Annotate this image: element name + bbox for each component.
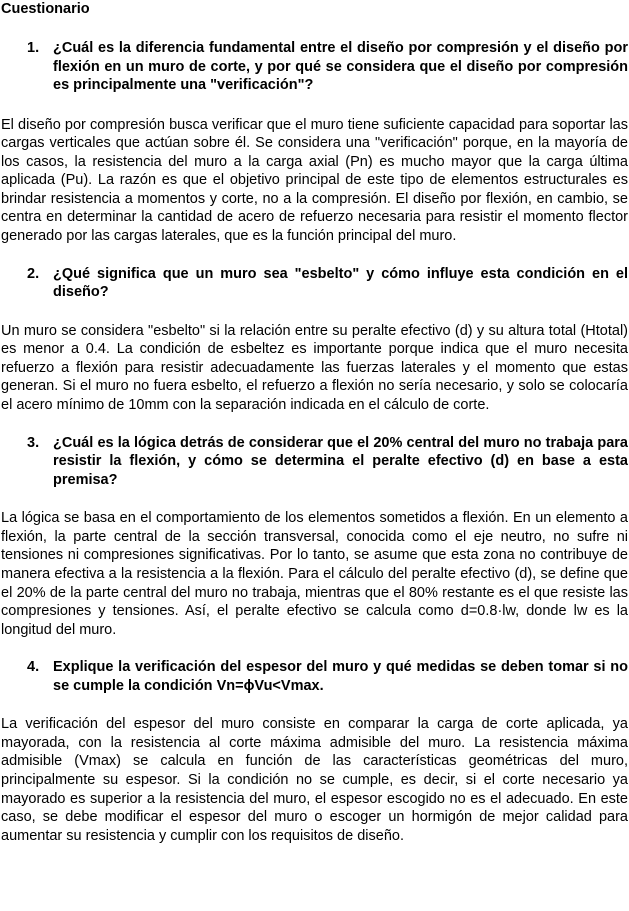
question-text: ¿Cuál es la lógica detrás de considerar que el 20% central del muro no trabaja para resistir la flexión, y cómo se determina el peralte efectivo (d) en base a esta premisa? xyxy=(53,434,628,488)
question-1 xyxy=(1,39,628,95)
question-4 xyxy=(1,658,628,695)
question-number: 2. xyxy=(27,265,40,282)
document-title: Cuestionario xyxy=(1,1,90,17)
question-number: 4. xyxy=(27,659,40,676)
question-text: ¿Cuál es la diferencia fundamental entre el diseño por compresión y el diseño por flexión en un muro de corte, y por qué se considera que el diseño por compresión es principalmente una "verificación"? xyxy=(53,40,628,93)
question-text: Explique la verificación del espesor del muro y qué medidas se deben tomar si no se cumple la condición Vn=ϕVu<Vmax. xyxy=(53,659,628,694)
question-2 xyxy=(1,265,628,302)
answer-1: El diseño por compresión busca verificar que el muro tiene suficiente capacidad para soportar las cargas verticales que actúan sobre él. Se considera una "verificación" porque, en la mayoría de los casos, la resistencia del muro a la carga axial (Pn) es mucho mayor que la carga última aplicada (Pu). La razón es que el objetivo principal de este tipo de elementos estructurales es brindar resistencia a momentos y corte, no a la compresión. El diseño por flexión, en cambio, se centra en determinar la cantidad de acero de refuerzo necesaria para resistir el momento flector generado por las cargas laterales, que es la función principal del muro. xyxy=(1,116,628,245)
question-3 xyxy=(1,434,628,490)
question-number: 3. xyxy=(27,434,40,451)
question-number: 1. xyxy=(27,40,40,56)
answer-2: Un muro se considera "esbelto" si la relación entre su peralte efectivo (d) y su altura total (Htotal) es menor a 0.4. La condición de esbeltez es importante porque indica que el muro necesita refuerzo a flexión para resistir adecuadamente las fuerzas laterales y el momento que estas generan. Si el muro no fuera esbelto, el refuerzo a flexión no sería necesario, y solo se colocaría el acero mínimo de 10mm con la separación indicada en el cálculo de corte. xyxy=(1,322,628,414)
answer-4: La verificación del espesor del muro consiste en comparar la carga de corte aplicada, ya mayorada, con la resistencia al corte máxima admisible del muro. La resistencia máxima admisible (Vmax) se calcula en función de las características geométricas del muro, principalmente su espesor. Si la condición no se cumple, es decir, si el corte necesario ya mayorado es superior a la resistencia del muro, el espesor escogido no es el adecuado. En este caso, se debe modificar el espesor del muro o escoger un hormigón de mejor calidad para aumentar su resistencia y cumplir con los requisitos de diseño. xyxy=(1,716,628,844)
answer-3: La lógica se basa en el comportamiento de los elementos sometidos a flexión. En un elemento a flexión, la parte central de la sección transversal, conocida como el eje neutro, no sufre ni tensiones ni compresiones significativas. Por lo tanto, se asume que esta zona no contribuye de manera efectiva a la resistencia a la flexión. Para el cálculo del peralte efectivo (d), se define que el 20% de la parte central del muro no trabaja, mientras que el 80% restante es el que resiste las compresiones y tensiones. Así, el peralte efectivo se calcula como d=0.8·lw, donde lw es la longitud del muro. xyxy=(1,510,628,638)
question-text: ¿Qué significa que un muro sea "esbelto" y cómo influye esta condición en el diseño? xyxy=(53,265,628,301)
